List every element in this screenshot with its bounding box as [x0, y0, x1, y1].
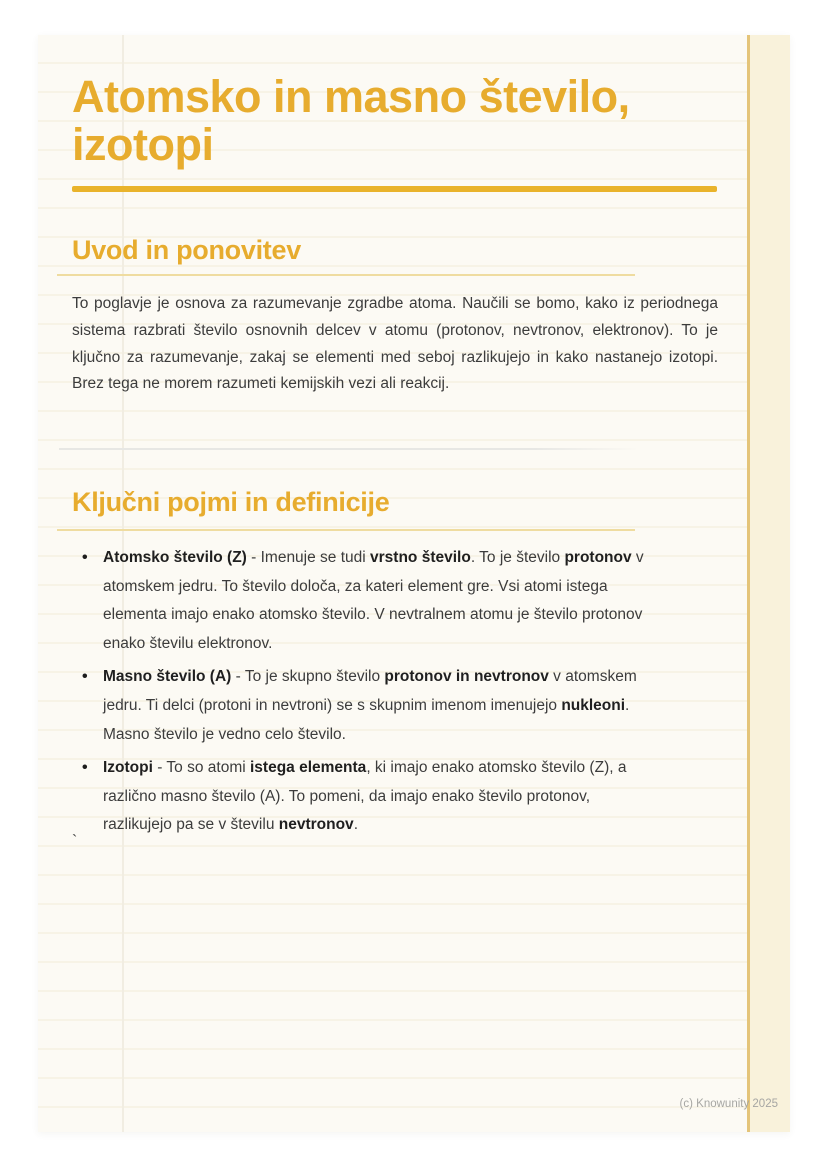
bold-term: nukleoni	[561, 696, 626, 714]
section-heading-intro: Uvod in ponovitev	[72, 235, 301, 265]
page-title-line1: Atomsko in masno število,	[72, 71, 630, 122]
text-run: , ki imajo enako atomsko število (Z), a različno masno število (A). To pomeni, da imajo enako število protonov, razlikujejo pa se v številu	[103, 759, 627, 834]
list-item	[80, 544, 648, 658]
text-run: . To je število	[470, 549, 565, 566]
title-underline-rule	[72, 186, 717, 192]
section-divider-line	[59, 448, 639, 450]
key-terms-heading-rule	[57, 529, 635, 531]
intro-paragraph: To poglavje je osnova za razumevanje zgradbe atoma. Naučili se bomo, kako iz periodnega sistema razbrati število osnovnih delcev v atomu (protonov, nevtronov, elektronov). To je ključno za razumevanje, zakaj se elementi med seboj razlikujejo in kako nastanejo izotopi. Brez tega ne morem razumeti kemijskih vezi ali reakcij.	[72, 295, 718, 393]
text-run: .	[353, 816, 358, 834]
notes-page	[38, 35, 790, 1132]
text-run: v atomskem jedru. To število določa, za kateri element gre. Vsi atomi istega elementa imajo enako atomsko število. V nevtralnem atomu je število protonov enako številu elektronov.	[103, 549, 644, 652]
section-heading-key-terms: Ključni pojmi in definicije	[72, 487, 390, 517]
text-run: . Masno število je vedno celo število.	[103, 696, 630, 743]
key-terms-list	[80, 544, 648, 845]
list-item	[80, 754, 648, 840]
copyright-credit: (c) Knowunity 2025	[679, 1098, 778, 1110]
bold-term: vrstno število	[370, 549, 471, 566]
bold-term: istega elementa	[250, 759, 367, 777]
text-run: - Imenuje se tudi	[246, 549, 371, 566]
bold-term: Izotopi	[103, 759, 153, 777]
page-title-line2: izotopi	[72, 119, 214, 170]
text-run: v atomskem jedru. Ti delci (protoni in nevtroni) se s skupnim imenom imenujejo	[103, 668, 637, 714]
bold-term: protonov	[564, 549, 632, 566]
bold-term: protonov in nevtronov	[384, 668, 549, 686]
bold-term: Atomsko število (Z)	[103, 549, 247, 566]
text-run: - To so atomi	[152, 759, 250, 777]
page-title	[72, 73, 732, 169]
page-binding-strip	[747, 35, 790, 1132]
intro-heading-rule	[57, 274, 635, 276]
bold-term: Masno število (A)	[103, 668, 232, 686]
bold-term: nevtronov	[278, 816, 354, 834]
text-run: - To je skupno število	[231, 668, 385, 686]
list-item	[80, 663, 648, 749]
stray-backtick-character: `	[72, 833, 78, 850]
